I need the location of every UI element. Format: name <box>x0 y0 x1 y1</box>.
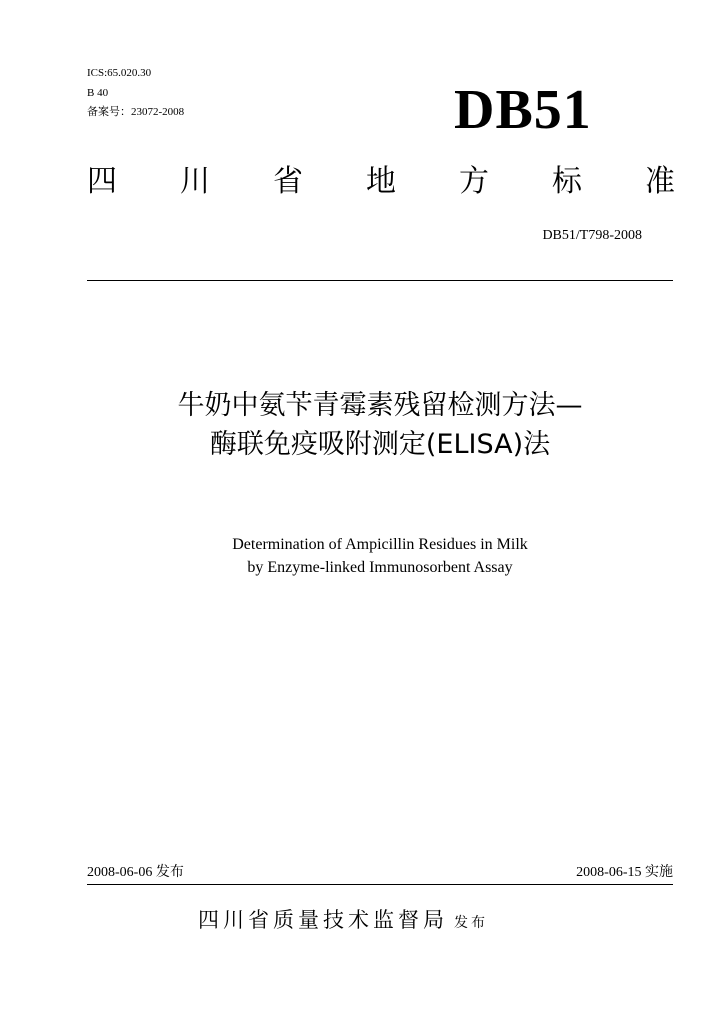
db-code-logo: DB51 <box>454 79 592 141</box>
standard-type-char: 地 <box>366 164 396 199</box>
standard-type-char: 方 <box>459 164 489 199</box>
standard-type-char: 四 <box>87 164 117 199</box>
implement-date: 2008-06-15 <box>576 865 642 880</box>
record-number-label: 备案号： <box>87 105 131 118</box>
header-divider <box>87 280 673 281</box>
issuer-name: 四川省质量技术监督局 <box>198 908 448 932</box>
english-title-line-1: Determination of Ampicillin Residues in Milk <box>232 536 528 553</box>
footer-divider <box>87 884 673 885</box>
english-title-line-2: by Enzyme-linked Immunosorbent Assay <box>247 559 513 576</box>
ics-code: ICS:65.020.30 <box>87 67 152 79</box>
standard-type-title <box>87 164 675 200</box>
chinese-title-line-1: 牛奶中氨苄青霉素残留检测方法— <box>177 390 583 421</box>
chinese-title-line-2: 酶联免疫吸附测定(ELISA)法 <box>209 429 551 460</box>
standard-type-char: 标 <box>552 164 582 199</box>
standard-type-char: 准 <box>645 164 675 199</box>
classification-code: B 40 <box>87 87 109 99</box>
issuer-line <box>198 906 488 934</box>
issuer-suffix: 发布 <box>454 915 488 931</box>
record-number-value: 23072-2008 <box>131 106 185 118</box>
publish-date: 2008-06-06 <box>87 865 153 880</box>
standard-type-char: 川 <box>180 164 210 199</box>
standard-type-char: 省 <box>273 164 303 199</box>
implement-label: 实施 <box>645 864 673 880</box>
publish-date-line <box>87 863 184 882</box>
publish-label: 发布 <box>155 864 184 880</box>
standard-number: DB51/T798-2008 <box>542 228 642 243</box>
implement-date-line <box>576 863 673 882</box>
record-number-line <box>87 105 184 119</box>
